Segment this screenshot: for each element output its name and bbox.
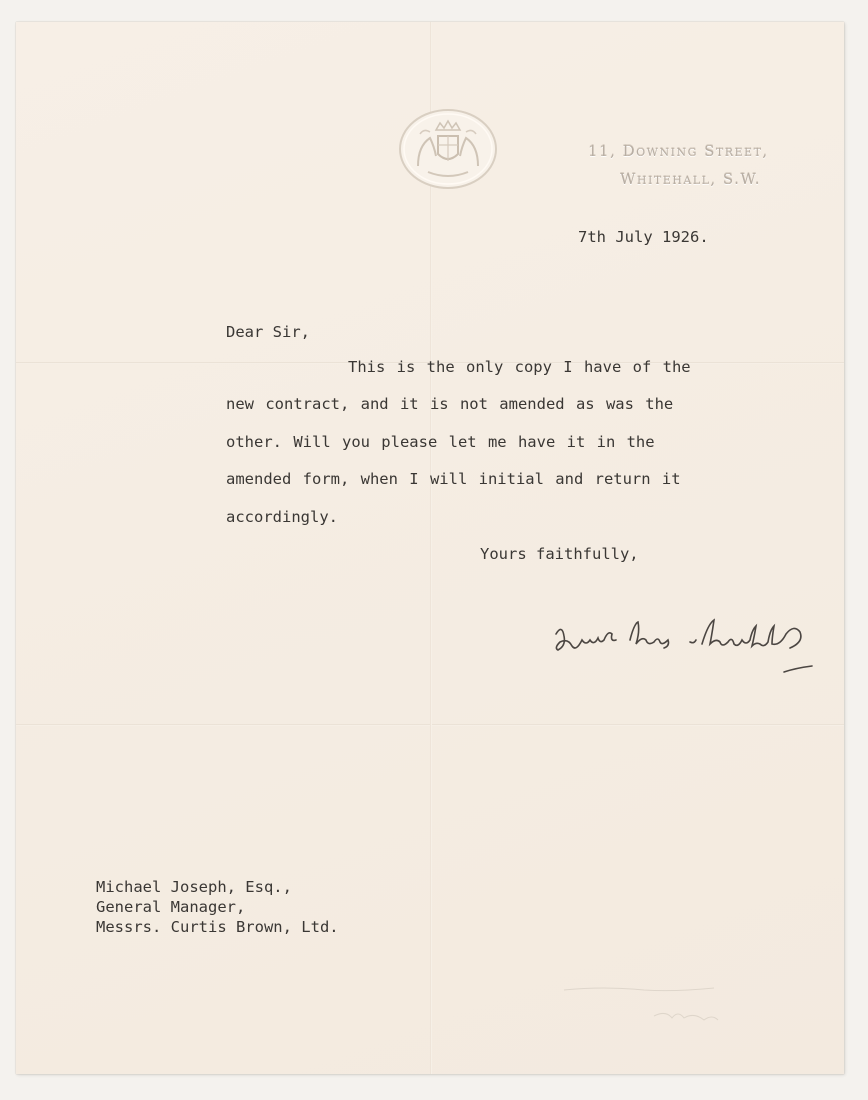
body-line: This is the only copy I have of the <box>348 358 691 376</box>
body-line: amended form, when I will initial and return it <box>226 470 681 488</box>
letterhead-address-line-1: 11, Downing Street, <box>588 142 769 160</box>
letter-date: 7th July 1926. <box>578 228 709 246</box>
recipient-line: General Manager, <box>96 898 246 916</box>
recipient-line: Michael Joseph, Esq., <box>96 878 292 896</box>
closing: Yours faithfully, <box>480 545 639 563</box>
handwritten-signature <box>550 608 836 678</box>
royal-coat-of-arms-icon <box>398 108 498 190</box>
body-line: other. Will you please let me have it in the <box>226 433 655 451</box>
body-line: accordingly. <box>226 508 338 526</box>
faint-pencil-marks <box>544 980 784 1030</box>
letter-paper <box>16 22 844 1074</box>
letterhead-address-line-2: Whitehall, S.W. <box>620 170 761 188</box>
body-line: new contract, and it is not amended as was the <box>226 395 674 413</box>
salutation: Dear Sir, <box>226 323 310 341</box>
recipient-line: Messrs. Curtis Brown, Ltd. <box>96 918 339 936</box>
